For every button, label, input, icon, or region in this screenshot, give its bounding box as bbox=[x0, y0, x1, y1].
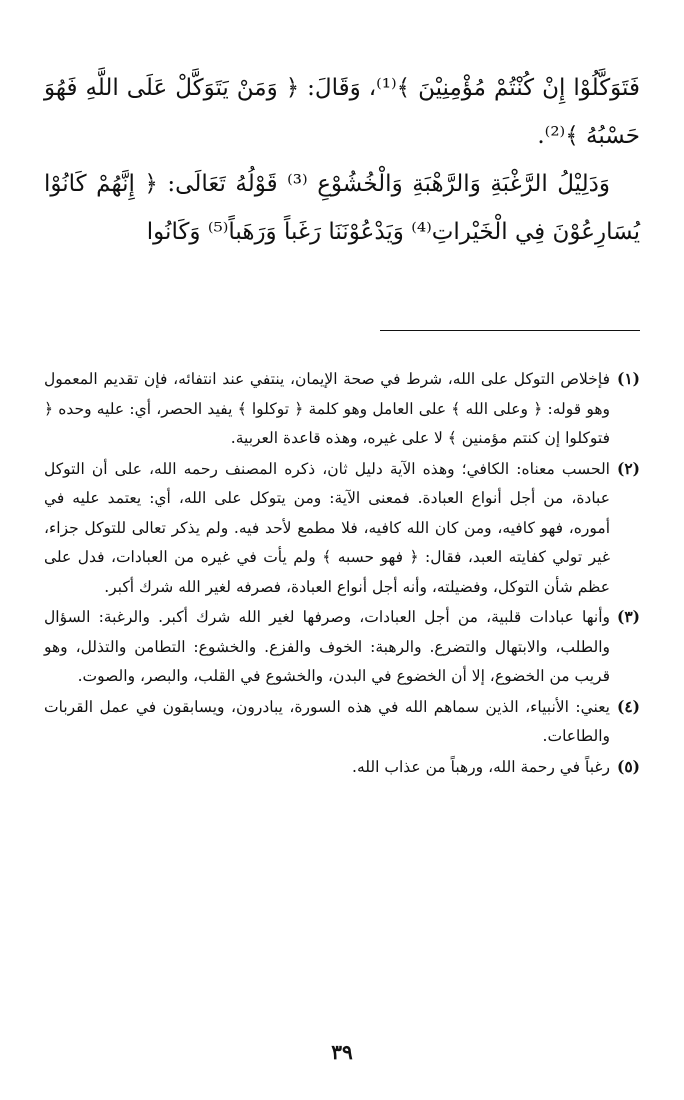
main-paragraph-1: فَتَوَكَّلُوْا إِنْ كُنْتُمْ مُؤْمِنِيْنَ ﴾⁽¹⁾، وَقَالَ: ﴿ وَمَنْ يَتَوَكَّلْ عَلَى اللَّهِ فَهُوَ حَسْبُهُ ﴾⁽²⁾. bbox=[44, 75, 640, 149]
footnote-text: يعني: الأنبياء، الذين سماهم الله في هذه السورة، يبادرون، ويسابقون في عمل القربات والطاعات. bbox=[44, 697, 610, 745]
main-text bbox=[44, 64, 640, 256]
footnote-text: فإخلاص التوكل على الله، شرط في صحة الإيمان، ينتفي عند انتفائه، فإن تقديم المعمول وهو قوله: ﴿ وعلى الله ﴾ على العامل وهو كلمة ﴿ توكلوا ﴾ يفيد الحصر، أي: عليه وحده ﴿ فتوكلوا إن كنتم مؤمنين ﴾ لا على غيره، وهذه قاعدة العربية. bbox=[44, 370, 610, 447]
footnote-3 bbox=[44, 602, 640, 692]
footnote-number: (٤) bbox=[616, 696, 640, 716]
footnote-1 bbox=[44, 364, 640, 454]
book-page bbox=[44, 64, 640, 1060]
main-paragraph-2: وَدَلِيْلُ الرَّغْبَةِ وَالرَّهْبَةِ وَالْخُشُوْعِ ⁽³⁾ قَوْلُهُ تَعَالَى: ﴿ إِنَّهُمْ كَانُوْا يُسَارِعُوْنَ فِي الْخَيْراتِ⁽⁴⁾ وَيَدْعُوْنَنَا رَغَباً وَرَهَباً⁽⁵⁾ وَكَانُوا bbox=[44, 171, 640, 245]
footnote-4 bbox=[44, 692, 640, 752]
footnote-text: رغباً في رحمة الله، ورهباً من عذاب الله. bbox=[352, 757, 610, 776]
footnote-5 bbox=[44, 752, 640, 783]
footnote-text: الحسب معناه: الكافي؛ وهذه الآية دليل ثان، ذكره المصنف رحمه الله، على أن التوكل عبادة، من أجل أنواع العبادة. فمعنى الآية: ومن يتوكل على الله، أي: يعتمد عليه في أموره، فهو كافيه، ومن كان الله كافيه، فلا مطمع لأحد فيه. ولم يذكر تعالى للتوكل جزاء، غير تولي كفايته العبد، فقال: ﴿ فهو حسبه ﴾ ولم يأت في غيره من العبادات، فدل على عظم شأن التوكل، وفضيلته، وأنه أجل أنواع العبادة، فصرفه لغير الله شرك أكبر. bbox=[44, 459, 610, 596]
footnote-number: (٣) bbox=[616, 607, 640, 626]
footnote-number: (٥) bbox=[616, 756, 640, 776]
footnote-number: (١) bbox=[616, 369, 640, 388]
footnote-number: (٢) bbox=[616, 458, 640, 478]
page-number: ٣٩ bbox=[331, 1040, 353, 1064]
footnote-separator bbox=[380, 330, 640, 331]
footnotes bbox=[44, 364, 640, 782]
footnote-2 bbox=[44, 454, 640, 603]
footnote-text: وأنها عبادات قلبية، من أجل العبادات، وصرفها لغير الله شرك أكبر. والرغبة: السؤال والطلب، والابتهال والتضرع. والرهبة: الخوف والفزع. والخشوع: التطامن والتذلل، وهو قريب من الخضوع، إلا أن الخضوع في البدن، والخشوع في القلب، والبصر، والصوت. bbox=[44, 608, 610, 685]
